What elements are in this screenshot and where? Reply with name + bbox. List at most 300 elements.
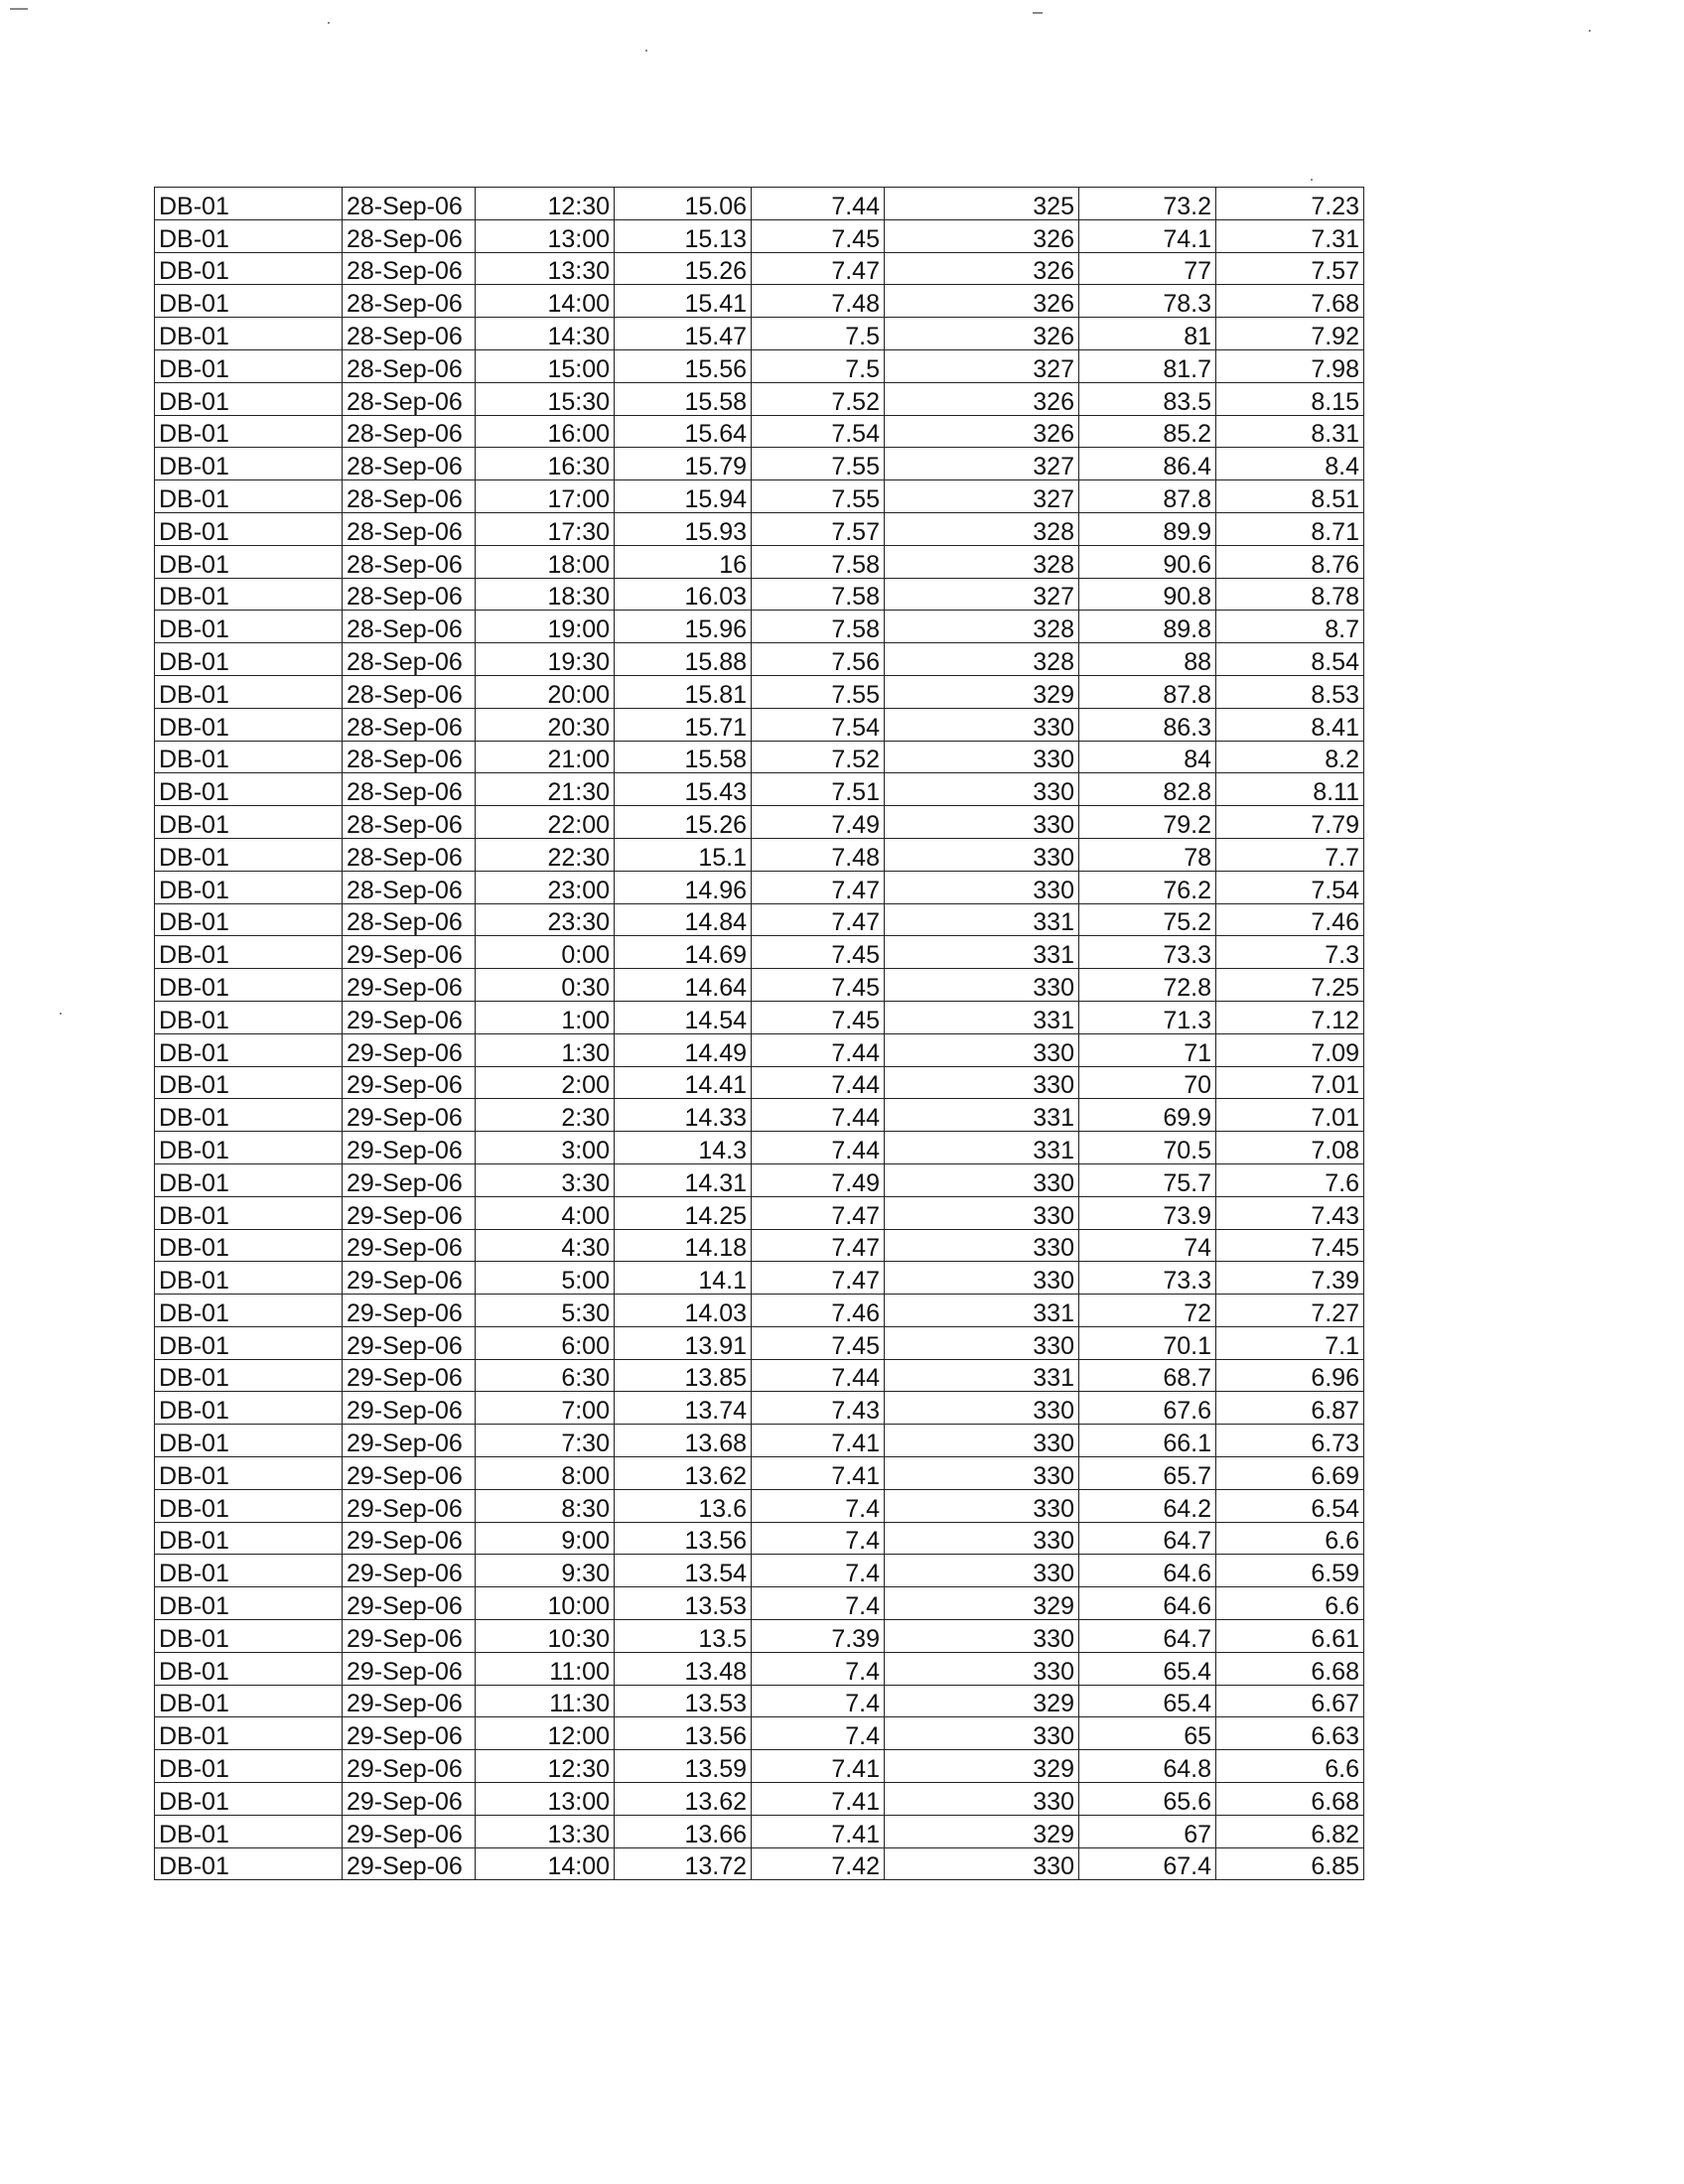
date-cell: 28-Sep-06	[343, 806, 476, 839]
value-cell: 330	[885, 1717, 1079, 1750]
value-cell: 84	[1079, 741, 1216, 773]
value-cell: 7.56	[752, 643, 885, 676]
station-cell: DB-01	[155, 871, 343, 903]
station-cell: DB-01	[155, 448, 343, 480]
value-cell: 7.58	[752, 578, 885, 611]
station-cell: DB-01	[155, 773, 343, 806]
date-cell: 29-Sep-06	[343, 1620, 476, 1653]
value-cell: 8.54	[1216, 643, 1364, 676]
value-cell: 14.49	[615, 1033, 752, 1066]
time-cell: 21:00	[476, 741, 615, 773]
table-row	[155, 1262, 1364, 1295]
date-cell: 28-Sep-06	[343, 773, 476, 806]
value-cell: 7.43	[752, 1392, 885, 1425]
time-cell: 13:30	[476, 1815, 615, 1847]
value-cell: 7.47	[752, 252, 885, 285]
table-row	[155, 773, 1364, 806]
date-cell: 29-Sep-06	[343, 1847, 476, 1880]
table-row	[155, 219, 1364, 252]
station-cell: DB-01	[155, 285, 343, 318]
table-row	[155, 448, 1364, 480]
station-cell: DB-01	[155, 1033, 343, 1066]
date-cell: 29-Sep-06	[343, 1587, 476, 1620]
value-cell: 7.44	[752, 1099, 885, 1132]
time-cell: 13:00	[476, 219, 615, 252]
value-cell: 7.23	[1216, 188, 1364, 220]
time-cell: 8:00	[476, 1457, 615, 1490]
table-row	[155, 1522, 1364, 1555]
value-cell: 330	[885, 1489, 1079, 1522]
table-row	[155, 1685, 1364, 1717]
value-cell: 330	[885, 1163, 1079, 1196]
value-cell: 64.2	[1079, 1489, 1216, 1522]
value-cell: 7.51	[752, 773, 885, 806]
value-cell: 7.01	[1216, 1099, 1364, 1132]
date-cell: 28-Sep-06	[343, 643, 476, 676]
value-cell: 7.12	[1216, 1001, 1364, 1033]
value-cell: 73.3	[1079, 1262, 1216, 1295]
value-cell: 330	[885, 1196, 1079, 1229]
value-cell: 67	[1079, 1815, 1216, 1847]
value-cell: 6.69	[1216, 1457, 1364, 1490]
value-cell: 72.8	[1079, 969, 1216, 1002]
table-row	[155, 1295, 1364, 1327]
table-row	[155, 1555, 1364, 1587]
date-cell: 28-Sep-06	[343, 741, 476, 773]
time-cell: 3:00	[476, 1132, 615, 1164]
value-cell: 330	[885, 1066, 1079, 1099]
value-cell: 15.71	[615, 708, 752, 741]
station-cell: DB-01	[155, 1099, 343, 1132]
time-cell: 0:00	[476, 936, 615, 969]
station-cell: DB-01	[155, 349, 343, 382]
scan-speck	[1311, 179, 1313, 181]
value-cell: 85.2	[1079, 415, 1216, 448]
station-cell: DB-01	[155, 1685, 343, 1717]
table-row	[155, 1229, 1364, 1262]
date-cell: 29-Sep-06	[343, 1196, 476, 1229]
value-cell: 6.63	[1216, 1717, 1364, 1750]
table-row	[155, 903, 1364, 936]
value-cell: 64.8	[1079, 1750, 1216, 1783]
date-cell: 29-Sep-06	[343, 1359, 476, 1392]
value-cell: 7.41	[752, 1457, 885, 1490]
time-cell: 23:30	[476, 903, 615, 936]
table-row	[155, 1587, 1364, 1620]
time-cell: 23:00	[476, 871, 615, 903]
value-cell: 8.41	[1216, 708, 1364, 741]
value-cell: 65.6	[1079, 1783, 1216, 1816]
value-cell: 13.53	[615, 1685, 752, 1717]
value-cell: 8.76	[1216, 545, 1364, 578]
time-cell: 19:00	[476, 611, 615, 643]
value-cell: 7.4	[752, 1652, 885, 1685]
value-cell: 6.61	[1216, 1620, 1364, 1653]
station-cell: DB-01	[155, 1196, 343, 1229]
value-cell: 6.87	[1216, 1392, 1364, 1425]
value-cell: 7.49	[752, 806, 885, 839]
value-cell: 75.2	[1079, 903, 1216, 936]
value-cell: 330	[885, 1522, 1079, 1555]
value-cell: 15.26	[615, 252, 752, 285]
table-row	[155, 1392, 1364, 1425]
value-cell: 8.15	[1216, 382, 1364, 415]
date-cell: 28-Sep-06	[343, 578, 476, 611]
table-row	[155, 643, 1364, 676]
time-cell: 22:30	[476, 838, 615, 871]
value-cell: 70	[1079, 1066, 1216, 1099]
date-cell: 28-Sep-06	[343, 252, 476, 285]
value-cell: 330	[885, 1457, 1079, 1490]
time-cell: 1:00	[476, 1001, 615, 1033]
value-cell: 7.4	[752, 1522, 885, 1555]
value-cell: 15.96	[615, 611, 752, 643]
value-cell: 7.47	[752, 871, 885, 903]
value-cell: 7.08	[1216, 1132, 1364, 1164]
station-cell: DB-01	[155, 1522, 343, 1555]
value-cell: 15.58	[615, 741, 752, 773]
table-row	[155, 1783, 1364, 1816]
table-row	[155, 349, 1364, 382]
value-cell: 7.4	[752, 1555, 885, 1587]
value-cell: 330	[885, 741, 1079, 773]
value-cell: 7.3	[1216, 936, 1364, 969]
value-cell: 8.78	[1216, 578, 1364, 611]
value-cell: 16	[615, 545, 752, 578]
value-cell: 8.31	[1216, 415, 1364, 448]
station-cell: DB-01	[155, 1815, 343, 1847]
date-cell: 29-Sep-06	[343, 1815, 476, 1847]
value-cell: 69.9	[1079, 1099, 1216, 1132]
value-cell: 326	[885, 252, 1079, 285]
value-cell: 325	[885, 188, 1079, 220]
value-cell: 327	[885, 480, 1079, 513]
scan-speck	[328, 22, 330, 24]
time-cell: 10:00	[476, 1587, 615, 1620]
value-cell: 83.5	[1079, 382, 1216, 415]
value-cell: 328	[885, 643, 1079, 676]
station-cell: DB-01	[155, 1457, 343, 1490]
value-cell: 71	[1079, 1033, 1216, 1066]
station-cell: DB-01	[155, 1262, 343, 1295]
table-row	[155, 969, 1364, 1002]
value-cell: 6.73	[1216, 1425, 1364, 1457]
value-cell: 330	[885, 806, 1079, 839]
time-cell: 3:30	[476, 1163, 615, 1196]
time-cell: 14:30	[476, 318, 615, 350]
value-cell: 6.6	[1216, 1750, 1364, 1783]
value-cell: 330	[885, 1229, 1079, 1262]
value-cell: 8.53	[1216, 675, 1364, 708]
table-row	[155, 611, 1364, 643]
time-cell: 4:00	[476, 1196, 615, 1229]
scan-speck	[1589, 30, 1591, 32]
table-row	[155, 1489, 1364, 1522]
date-cell: 29-Sep-06	[343, 1099, 476, 1132]
date-cell: 29-Sep-06	[343, 1001, 476, 1033]
value-cell: 89.8	[1079, 611, 1216, 643]
value-cell: 330	[885, 1783, 1079, 1816]
value-cell: 16.03	[615, 578, 752, 611]
value-cell: 326	[885, 318, 1079, 350]
value-cell: 7.57	[752, 512, 885, 545]
value-cell: 7.09	[1216, 1033, 1364, 1066]
date-cell: 28-Sep-06	[343, 903, 476, 936]
value-cell: 7.4	[752, 1685, 885, 1717]
value-cell: 331	[885, 1001, 1079, 1033]
time-cell: 8:30	[476, 1489, 615, 1522]
station-cell: DB-01	[155, 1717, 343, 1750]
value-cell: 329	[885, 1815, 1079, 1847]
time-cell: 9:00	[476, 1522, 615, 1555]
station-cell: DB-01	[155, 1847, 343, 1880]
station-cell: DB-01	[155, 1295, 343, 1327]
station-cell: DB-01	[155, 708, 343, 741]
date-cell: 28-Sep-06	[343, 382, 476, 415]
value-cell: 15.06	[615, 188, 752, 220]
value-cell: 328	[885, 545, 1079, 578]
station-cell: DB-01	[155, 838, 343, 871]
table-row	[155, 1359, 1364, 1392]
time-cell: 17:30	[476, 512, 615, 545]
value-cell: 330	[885, 1262, 1079, 1295]
station-cell: DB-01	[155, 1326, 343, 1359]
value-cell: 86.3	[1079, 708, 1216, 741]
value-cell: 331	[885, 1295, 1079, 1327]
time-cell: 15:30	[476, 382, 615, 415]
date-cell: 29-Sep-06	[343, 1717, 476, 1750]
value-cell: 7.57	[1216, 252, 1364, 285]
table-row	[155, 545, 1364, 578]
time-cell: 13:30	[476, 252, 615, 285]
value-cell: 15.79	[615, 448, 752, 480]
table-row	[155, 1750, 1364, 1783]
value-cell: 328	[885, 611, 1079, 643]
table-row	[155, 936, 1364, 969]
value-cell: 327	[885, 349, 1079, 382]
value-cell: 14.25	[615, 1196, 752, 1229]
value-cell: 7.4	[752, 1717, 885, 1750]
value-cell: 331	[885, 1132, 1079, 1164]
value-cell: 7.41	[752, 1425, 885, 1457]
date-cell: 29-Sep-06	[343, 1522, 476, 1555]
station-cell: DB-01	[155, 1229, 343, 1262]
value-cell: 7.58	[752, 545, 885, 578]
value-cell: 331	[885, 1099, 1079, 1132]
value-cell: 7.52	[752, 382, 885, 415]
date-cell: 29-Sep-06	[343, 1555, 476, 1587]
date-cell: 29-Sep-06	[343, 1750, 476, 1783]
station-cell: DB-01	[155, 643, 343, 676]
time-cell: 0:30	[476, 969, 615, 1002]
value-cell: 15.58	[615, 382, 752, 415]
table-row	[155, 1326, 1364, 1359]
value-cell: 7.52	[752, 741, 885, 773]
value-cell: 7.98	[1216, 349, 1364, 382]
value-cell: 7.48	[752, 838, 885, 871]
value-cell: 15.47	[615, 318, 752, 350]
value-cell: 65.4	[1079, 1685, 1216, 1717]
value-cell: 70.5	[1079, 1132, 1216, 1164]
value-cell: 14.96	[615, 871, 752, 903]
time-cell: 2:00	[476, 1066, 615, 1099]
value-cell: 6.59	[1216, 1555, 1364, 1587]
value-cell: 7.44	[752, 1359, 885, 1392]
value-cell: 73.2	[1079, 188, 1216, 220]
value-cell: 7.1	[1216, 1326, 1364, 1359]
time-cell: 14:00	[476, 1847, 615, 1880]
value-cell: 64.6	[1079, 1555, 1216, 1587]
time-cell: 11:00	[476, 1652, 615, 1685]
value-cell: 15.56	[615, 349, 752, 382]
value-cell: 329	[885, 675, 1079, 708]
table-row	[155, 512, 1364, 545]
station-cell: DB-01	[155, 1359, 343, 1392]
value-cell: 15.64	[615, 415, 752, 448]
value-cell: 7.5	[752, 318, 885, 350]
value-cell: 14.64	[615, 969, 752, 1002]
time-cell: 16:30	[476, 448, 615, 480]
value-cell: 13.74	[615, 1392, 752, 1425]
time-cell: 11:30	[476, 1685, 615, 1717]
value-cell: 7.45	[1216, 1229, 1364, 1262]
value-cell: 14.03	[615, 1295, 752, 1327]
table-row	[155, 1001, 1364, 1033]
value-cell: 15.81	[615, 675, 752, 708]
value-cell: 6.67	[1216, 1685, 1364, 1717]
value-cell: 7.25	[1216, 969, 1364, 1002]
table-row	[155, 1163, 1364, 1196]
value-cell: 7.92	[1216, 318, 1364, 350]
value-cell: 7.54	[752, 708, 885, 741]
value-cell: 326	[885, 415, 1079, 448]
value-cell: 330	[885, 1033, 1079, 1066]
date-cell: 28-Sep-06	[343, 480, 476, 513]
table-row	[155, 1815, 1364, 1847]
value-cell: 7.55	[752, 448, 885, 480]
time-cell: 19:30	[476, 643, 615, 676]
value-cell: 14.33	[615, 1099, 752, 1132]
value-cell: 68.7	[1079, 1359, 1216, 1392]
data-table	[154, 187, 1364, 1880]
value-cell: 65	[1079, 1717, 1216, 1750]
value-cell: 13.91	[615, 1326, 752, 1359]
station-cell: DB-01	[155, 512, 343, 545]
value-cell: 330	[885, 1652, 1079, 1685]
value-cell: 328	[885, 512, 1079, 545]
value-cell: 7.27	[1216, 1295, 1364, 1327]
value-cell: 7.5	[752, 349, 885, 382]
value-cell: 329	[885, 1685, 1079, 1717]
date-cell: 29-Sep-06	[343, 1033, 476, 1066]
value-cell: 6.85	[1216, 1847, 1364, 1880]
value-cell: 6.82	[1216, 1815, 1364, 1847]
time-cell: 7:00	[476, 1392, 615, 1425]
table-body	[155, 188, 1364, 1880]
value-cell: 329	[885, 1587, 1079, 1620]
value-cell: 14.84	[615, 903, 752, 936]
value-cell: 81.7	[1079, 349, 1216, 382]
value-cell: 13.54	[615, 1555, 752, 1587]
table-row	[155, 578, 1364, 611]
station-cell: DB-01	[155, 415, 343, 448]
value-cell: 326	[885, 285, 1079, 318]
value-cell: 71.3	[1079, 1001, 1216, 1033]
time-cell: 18:00	[476, 545, 615, 578]
value-cell: 6.68	[1216, 1652, 1364, 1685]
value-cell: 7.31	[1216, 219, 1364, 252]
value-cell: 330	[885, 838, 1079, 871]
date-cell: 28-Sep-06	[343, 611, 476, 643]
value-cell: 65.7	[1079, 1457, 1216, 1490]
value-cell: 7.4	[752, 1587, 885, 1620]
value-cell: 90.8	[1079, 578, 1216, 611]
time-cell: 14:00	[476, 285, 615, 318]
value-cell: 326	[885, 382, 1079, 415]
date-cell: 29-Sep-06	[343, 1229, 476, 1262]
table-row	[155, 480, 1364, 513]
value-cell: 13.62	[615, 1783, 752, 1816]
table-row	[155, 741, 1364, 773]
date-cell: 29-Sep-06	[343, 1132, 476, 1164]
value-cell: 7.43	[1216, 1196, 1364, 1229]
value-cell: 330	[885, 773, 1079, 806]
value-cell: 87.8	[1079, 480, 1216, 513]
date-cell: 29-Sep-06	[343, 1783, 476, 1816]
table-row	[155, 252, 1364, 285]
date-cell: 28-Sep-06	[343, 188, 476, 220]
table-row	[155, 1425, 1364, 1457]
value-cell: 7.44	[752, 188, 885, 220]
date-cell: 28-Sep-06	[343, 318, 476, 350]
station-cell: DB-01	[155, 545, 343, 578]
value-cell: 13.5	[615, 1620, 752, 1653]
value-cell: 7.01	[1216, 1066, 1364, 1099]
scan-speck	[645, 50, 647, 52]
value-cell: 13.72	[615, 1847, 752, 1880]
value-cell: 73.9	[1079, 1196, 1216, 1229]
value-cell: 15.1	[615, 838, 752, 871]
value-cell: 79.2	[1079, 806, 1216, 839]
time-cell: 12:30	[476, 188, 615, 220]
table-row	[155, 1132, 1364, 1164]
value-cell: 330	[885, 969, 1079, 1002]
value-cell: 7.79	[1216, 806, 1364, 839]
station-cell: DB-01	[155, 1620, 343, 1653]
station-cell: DB-01	[155, 1750, 343, 1783]
value-cell: 13.53	[615, 1587, 752, 1620]
value-cell: 7.54	[752, 415, 885, 448]
station-cell: DB-01	[155, 252, 343, 285]
date-cell: 28-Sep-06	[343, 512, 476, 545]
table-row	[155, 806, 1364, 839]
value-cell: 7.39	[1216, 1262, 1364, 1295]
station-cell: DB-01	[155, 382, 343, 415]
table-row	[155, 1652, 1364, 1685]
time-cell: 10:30	[476, 1620, 615, 1653]
value-cell: 88	[1079, 643, 1216, 676]
value-cell: 73.3	[1079, 936, 1216, 969]
value-cell: 74.1	[1079, 219, 1216, 252]
value-cell: 64.6	[1079, 1587, 1216, 1620]
station-cell: DB-01	[155, 1783, 343, 1816]
table-row	[155, 285, 1364, 318]
value-cell: 7.48	[752, 285, 885, 318]
value-cell: 331	[885, 936, 1079, 969]
station-cell: DB-01	[155, 578, 343, 611]
date-cell: 28-Sep-06	[343, 415, 476, 448]
station-cell: DB-01	[155, 969, 343, 1002]
